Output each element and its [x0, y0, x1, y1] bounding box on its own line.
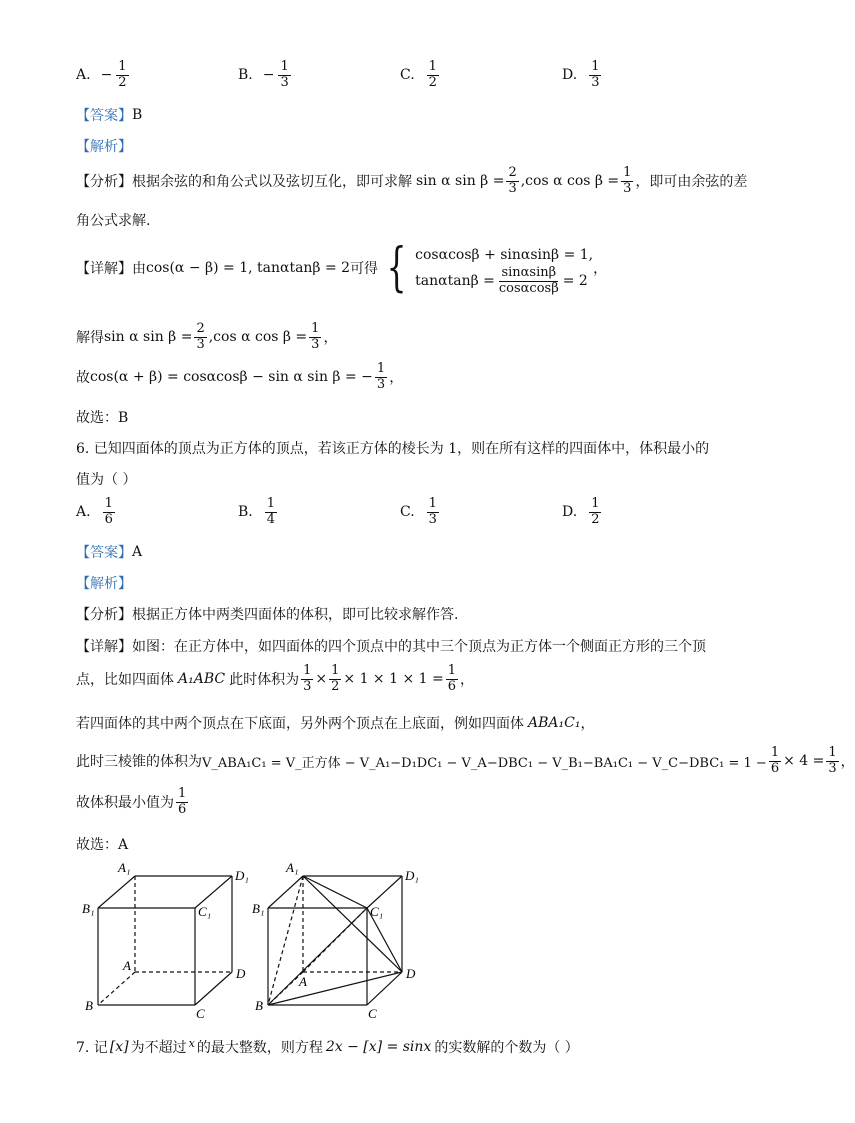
label-left-d1: D₁: [235, 868, 249, 883]
q6-fenxi: 【分析】 根据正方体中两类四面体的体积，即可比较求解作答.: [76, 607, 459, 623]
label-left-b: B: [85, 998, 93, 1013]
label-right-a1: A₁: [286, 860, 299, 875]
label-left-b1: B₁: [82, 901, 95, 916]
q6-answer: 【答案】 A: [76, 544, 143, 561]
q6-analysis-heading: 【解析】: [76, 576, 132, 592]
q5-option-c: C. $\frac{1}{2}$: [400, 59, 437, 90]
q6-option-c: C. $\frac{1}{3}$: [400, 496, 437, 527]
q5-choose: 故选：B: [76, 410, 129, 426]
q6-line5: 故体积最小值为 $\frac{1}{6}$: [76, 786, 187, 817]
label-right-b: B: [255, 998, 263, 1013]
q5-xiangjie: 【详解】 由 cos(α − β) = 1, tanαtanβ = 2 可得 { cosαcosβ + sinαsinβ = 1, tanαtanβ = $\frac{\sin\alpha\sin\beta}{\cos\alpha\cos\beta}$ = 2 ，: [76, 238, 608, 298]
q6-line4: 此时三棱锥的体积为 V_ABA₁C₁ = V_正方体 − V_A₁−D₁DC₁ − V_A−DBC₁ − V_B₁−BA₁C₁ − V_C−DBC₁ = 1 − $\frac{1}{6}$ × 4 = $\frac{1}{3}$ ，: [76, 745, 855, 776]
label-right-c1: C₁: [370, 904, 384, 919]
q6-line3: 若四面体的其中两个顶点在下底面，另外两个顶点在上底面，例如四面体 ABA₁C₁ ，: [76, 715, 595, 732]
q6-xiangjie: 【详解】 如图：在正方体中，如四面体的四个顶点中的其中三个顶点为正方体一个侧面正方形的三个顶: [76, 639, 706, 655]
q5-option-b: B. − $\frac{1}{3}$: [238, 59, 289, 90]
q5-fenxi: 【分析】 根据余弦的和角公式以及弦切互化，即可求解 sin α sin β = $\frac{2}{3}$ ,cos α cos β = $\frac{1}{3}$ ，即可由余弦的差: [76, 165, 748, 196]
label-left-a1: A₁: [118, 860, 131, 875]
label-right-d1: D₁: [405, 868, 419, 883]
q5-solve: 解得 sin α sin β = $\frac{2}{3}$ ,cos α cos β = $\frac{1}{3}$ ，: [76, 321, 338, 352]
label-right-a: A: [299, 974, 307, 989]
label-right-d: D: [406, 966, 416, 981]
cube-right: [268, 876, 402, 1005]
q5-option-a: A. − $\frac{1}{2}$: [76, 59, 127, 90]
q5-analysis-heading: 【解析】: [76, 139, 132, 155]
label-left-a: A: [123, 958, 131, 973]
label-right-c: C: [368, 1006, 377, 1021]
q6-stem: 6. 已知四面体的顶点为正方体的顶点，若该正方体的棱长为 1，则在所有这样的四面体中，体积最小的: [76, 441, 710, 457]
q5-answer: 【答案】 B: [76, 107, 143, 124]
q6-option-d: D. $\frac{1}{2}$: [562, 496, 600, 527]
label-left-c: C: [196, 1006, 205, 1021]
q6-option-b: B. $\frac{1}{4}$: [238, 496, 276, 527]
label-right-b1: B₁: [252, 901, 265, 916]
q5-option-d: D. $\frac{1}{3}$: [562, 59, 600, 90]
q6-volume-line: 点，比如四面体 A₁ABC 此时体积为 $\frac{1}{3}$ × $\frac{1}{2}$ × 1 × 1 × 1 = $\frac{1}{6}$ ，: [76, 663, 475, 694]
label-left-d: D: [236, 966, 246, 981]
label-left-c1: C₁: [198, 904, 212, 919]
q5-gu: 故 cos(α + β) = cosαcosβ − sin α sin β = − $\frac{1}{3}$ ，: [76, 361, 404, 392]
cube-left: [98, 876, 232, 1005]
q6-choose: 故选：A: [76, 837, 129, 853]
q6-stem-cont: 值为（ ）: [76, 472, 137, 488]
q5-fenxi-cont: 角公式求解.: [76, 213, 151, 229]
q6-option-a: A. $\frac{1}{6}$: [76, 496, 113, 527]
q7-stem: 7. 记 [x] 为不超过 x 的最大整数，则方程 2x − [x] = sinx 的实数解的个数为（ ）: [76, 1036, 579, 1056]
cube-figures: [70, 858, 430, 1023]
